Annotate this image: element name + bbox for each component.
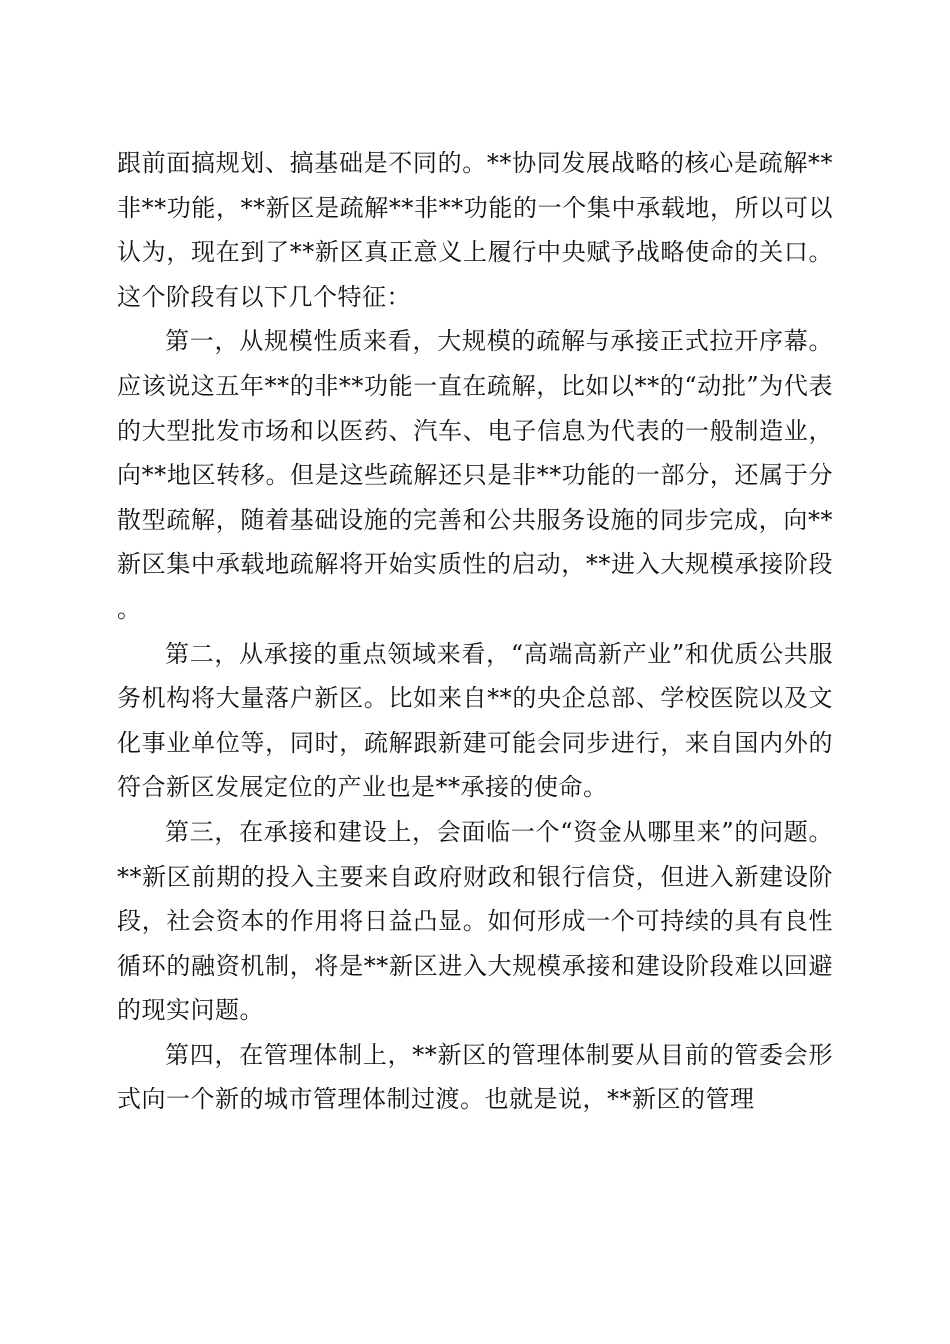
document-body — [117, 141, 833, 1122]
paragraph-feature-2: 第二，从承接的重点领域来看，“高端高新产业”和优质公共服务机构将大量落户新区。比如来自**的央企总部、学校医院以及文化事业单位等，同时，疏解跟新建可能会同步进行，来自国内外的符合新区发展定位的产业也是**承接的使命。 — [117, 639, 833, 802]
paragraph-feature-3: 第三，在承接和建设上，会面临一个“资金从哪里来”的问题。**新区前期的投入主要来自政府财政和银行信贷，但进入新建设阶段，社会资本的作用将日益凸显。如何形成一个可持续的具有良性循环的融资机制，将是**新区进入大规模承接和建设阶段难以回避的现实问题。 — [117, 817, 833, 1025]
paragraph-feature-1: 第一，从规模性质来看，大规模的疏解与承接正式拉开序幕。应该说这五年**的非**功能一直在疏解，比如以**的“动批”为代表的大型批发市场和以医药、汽车、电子信息为代表的一般制造业，向**地区转移。但是这些疏解还只是非**功能的一部分，还属于分散型疏解，随着基础设施的完善和公共服务设施的同步完成，向**新区集中承载地疏解将开始实质性的启动，**进入大规模承接阶段。 — [117, 327, 833, 623]
paragraph-feature-4: 第四，在管理体制上，**新区的管理体制要从目前的管委会形式向一个新的城市管理体制过渡。也就是说，**新区的管理 — [117, 1040, 833, 1114]
paragraph-intro: 跟前面搞规划、搞基础是不同的。**协同发展战略的核心是疏解**非**功能，**新区是疏解**非**功能的一个集中承载地，所以可以认为，现在到了**新区真正意义上履行中央赋予战略使命的关口。这个阶段有以下几个特征： — [117, 149, 833, 311]
